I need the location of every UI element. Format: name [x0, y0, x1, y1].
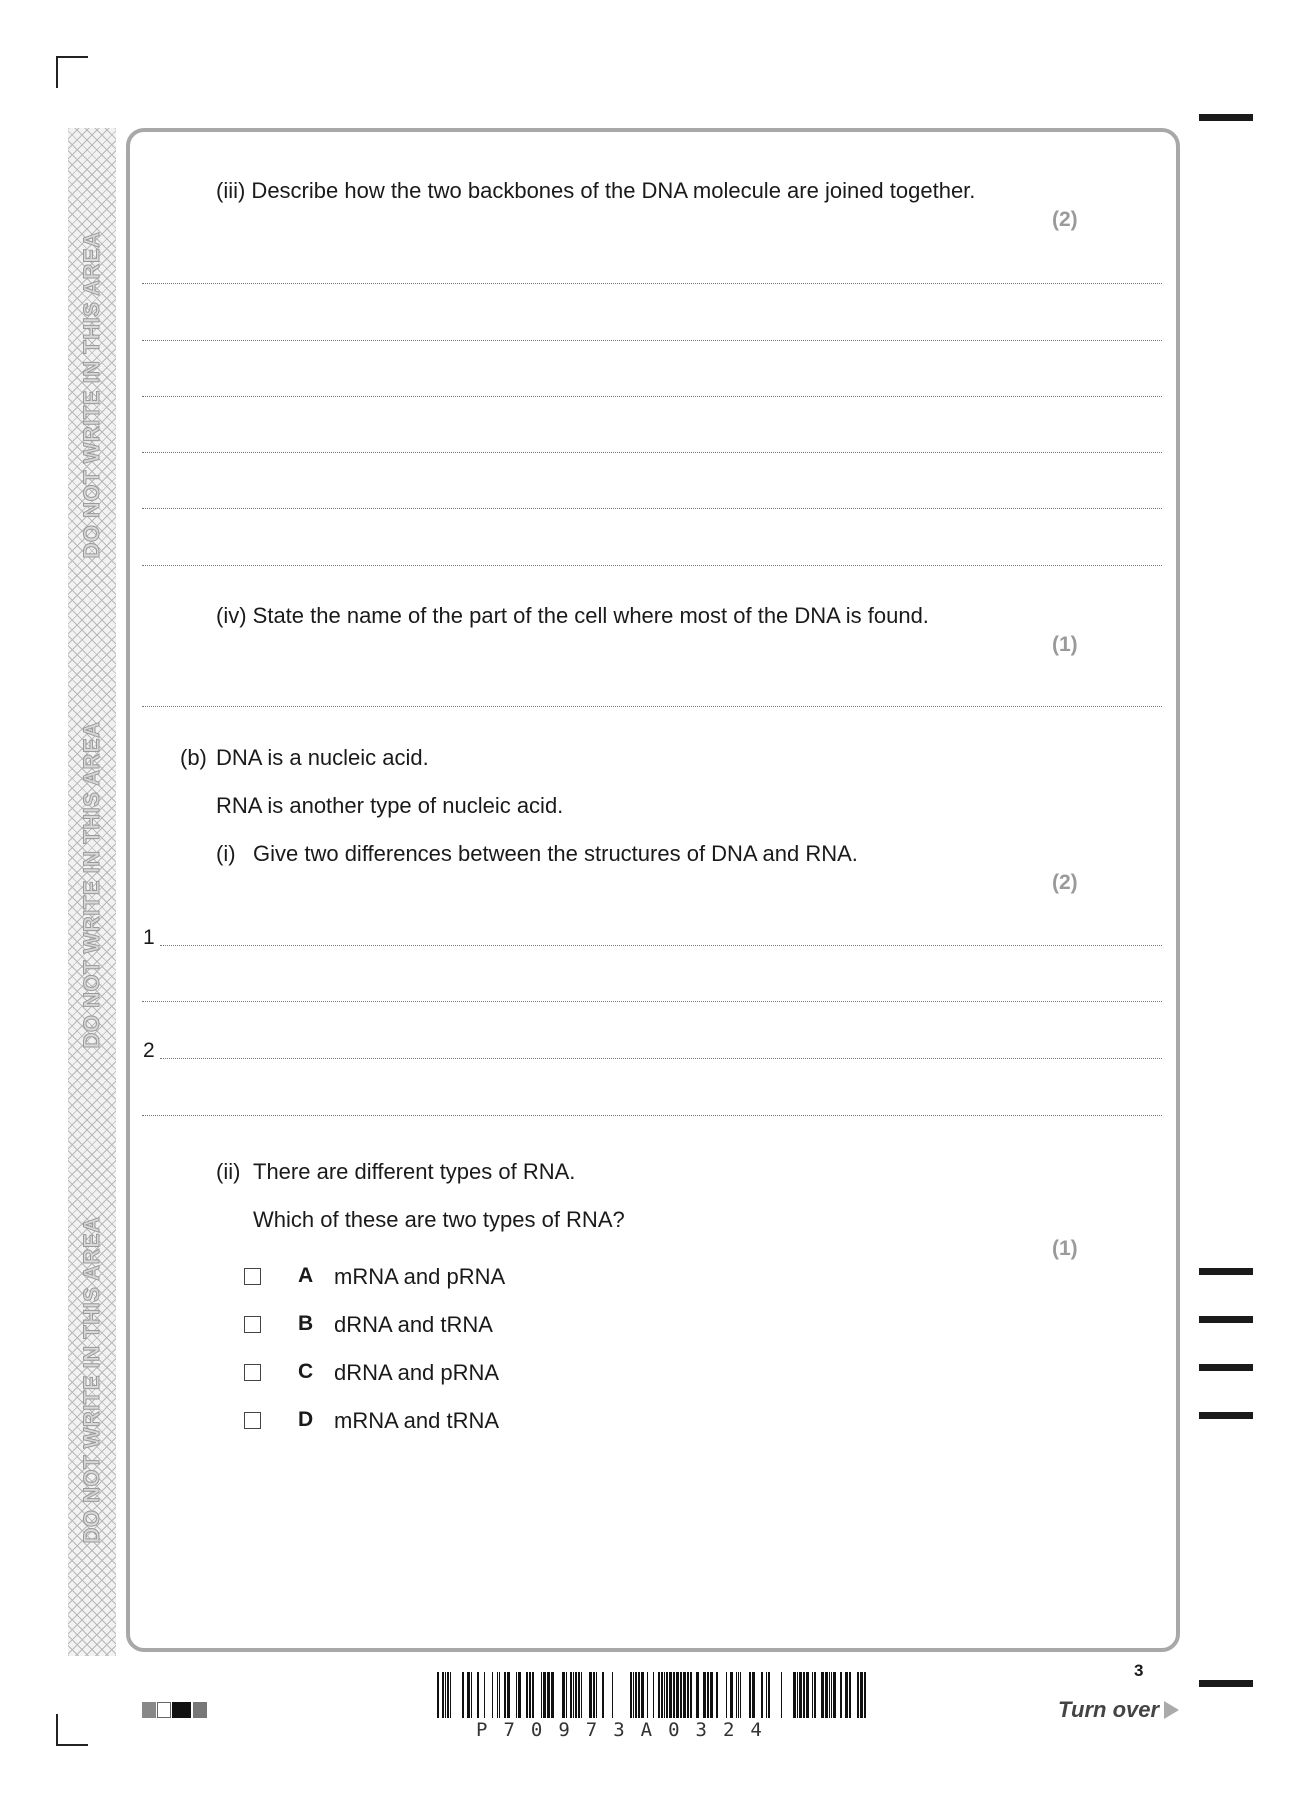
- question-b-i: Give two differences between the structures of DNA and RNA.: [253, 841, 858, 866]
- crop-mark: [56, 1714, 58, 1746]
- crop-mark: [56, 56, 88, 58]
- option-text: dRNA and pRNA: [334, 1360, 500, 1385]
- registration-mark: [1199, 1680, 1253, 1687]
- turn-over-label: Turn over: [1058, 1697, 1160, 1722]
- question-b-ii-label: (ii): [216, 1159, 241, 1184]
- marks-label: (2): [1052, 871, 1078, 894]
- answer-line[interactable]: [160, 1058, 1162, 1059]
- barcode-digits: P70973A0324: [476, 1719, 778, 1741]
- question-b-ii-prompt: Which of these are two types of RNA?: [253, 1207, 625, 1232]
- answer-line[interactable]: [160, 945, 1162, 946]
- page-number: 3: [1134, 1661, 1144, 1680]
- checkbox[interactable]: [244, 1364, 261, 1381]
- crop-mark: [56, 1744, 88, 1746]
- option-letter: D: [298, 1408, 314, 1431]
- answer-line-number: 2: [143, 1039, 155, 1062]
- answer-line[interactable]: [142, 508, 1162, 509]
- checkbox[interactable]: [244, 1316, 261, 1333]
- question-b-intro: DNA is a nucleic acid.: [216, 745, 429, 770]
- registration-mark: [1199, 1316, 1253, 1323]
- answer-line[interactable]: [142, 340, 1162, 341]
- answer-line[interactable]: [142, 1115, 1162, 1116]
- crop-mark: [56, 56, 58, 88]
- question-iii: (iii) Describe how the two backbones of the DNA molecule are joined together.: [216, 178, 976, 203]
- registration-mark: [1199, 1268, 1253, 1275]
- arrow-right-icon: [1164, 1701, 1179, 1719]
- answer-line[interactable]: [142, 706, 1162, 707]
- checkbox[interactable]: [244, 1268, 261, 1285]
- option-letter: B: [298, 1312, 314, 1335]
- page-code-blocks: [142, 1702, 212, 1718]
- question-b-label: (b): [180, 745, 207, 770]
- option-letter: A: [298, 1264, 314, 1287]
- option-text: mRNA and pRNA: [334, 1264, 506, 1289]
- answer-line[interactable]: [142, 283, 1162, 284]
- answer-line[interactable]: [142, 565, 1162, 566]
- registration-mark: [1199, 1412, 1253, 1419]
- marks-label: (1): [1052, 633, 1078, 656]
- barcode: [437, 1672, 870, 1718]
- answer-line[interactable]: [142, 452, 1162, 453]
- option-text: dRNA and tRNA: [334, 1312, 493, 1337]
- option-letter: C: [298, 1360, 314, 1383]
- checkbox[interactable]: [244, 1412, 261, 1429]
- registration-mark: [1199, 1364, 1253, 1371]
- question-b-ii: There are different types of RNA.: [253, 1159, 576, 1184]
- answer-line[interactable]: [142, 1001, 1162, 1002]
- answer-line[interactable]: [142, 396, 1162, 397]
- question-b-intro-2: RNA is another type of nucleic acid.: [216, 793, 564, 818]
- registration-mark: [1199, 114, 1253, 121]
- marks-label: (1): [1052, 1237, 1078, 1260]
- answer-frame: [126, 128, 1180, 1652]
- answer-line-number: 1: [143, 926, 155, 949]
- question-b-i-label: (i): [216, 841, 236, 866]
- marks-label: (2): [1052, 208, 1078, 231]
- option-text: mRNA and tRNA: [334, 1408, 500, 1433]
- question-iv: (iv) State the name of the part of the cell where most of the DNA is found.: [216, 603, 929, 628]
